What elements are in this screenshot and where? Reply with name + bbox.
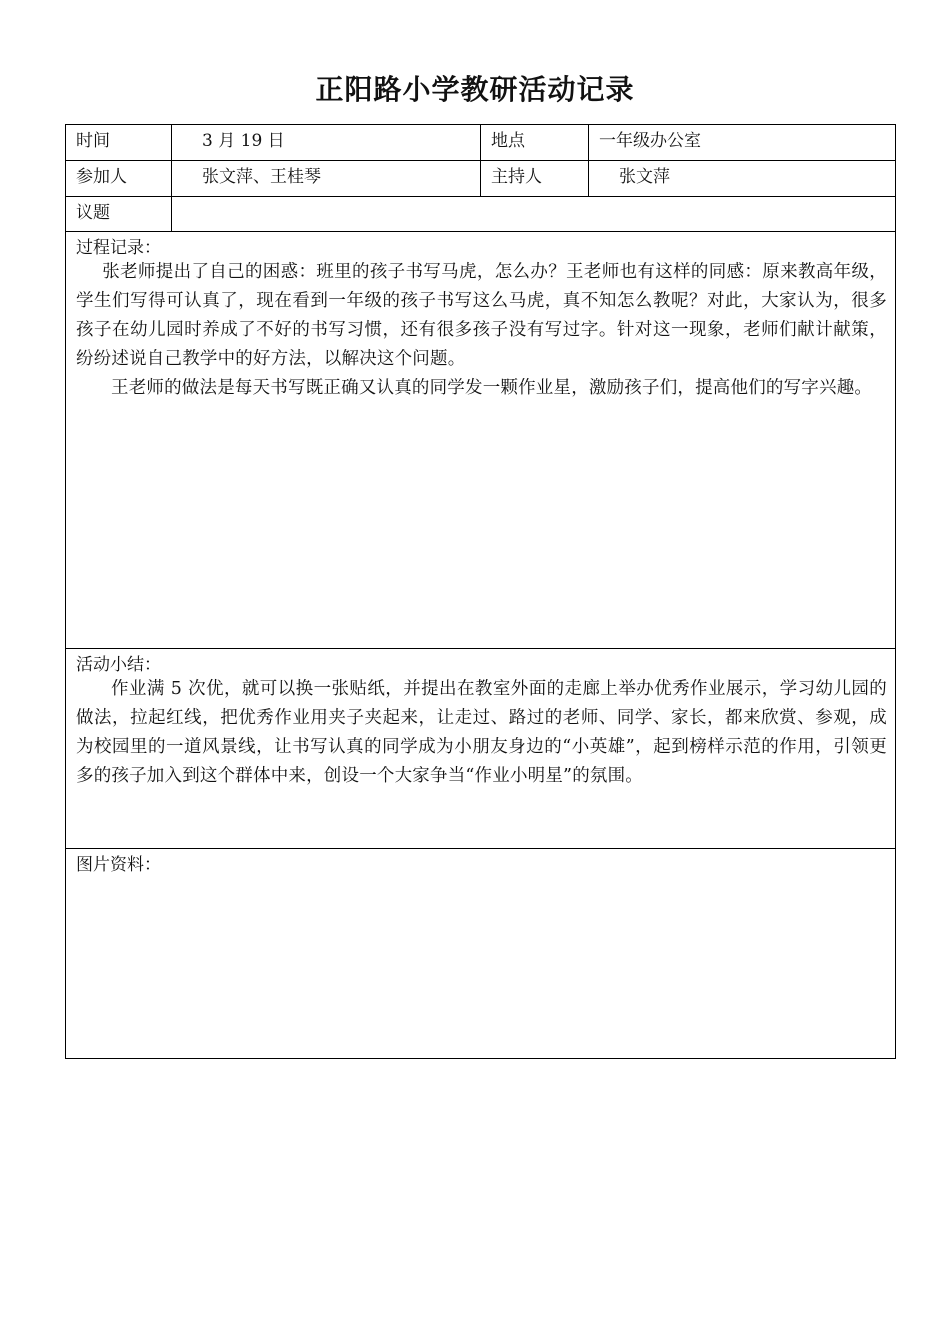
host-value: 张文萍 [589, 161, 896, 197]
row-process [66, 232, 896, 649]
place-label: 地点 [481, 125, 589, 161]
topic-label: 议题 [66, 197, 172, 232]
row-time-place [66, 125, 896, 161]
pictures-label: 图片资料： [76, 855, 161, 875]
time-label: 时间 [66, 125, 172, 161]
process-label: 过程记录： [76, 238, 161, 258]
document-title: 正阳路小学教研活动记录 [315, 73, 635, 106]
row-topic [66, 197, 896, 232]
host-label: 主持人 [481, 161, 589, 197]
row-summary [66, 649, 896, 849]
process-paragraph: 张老师提出了自己的困惑：班里的孩子书写马虎，怎么办？王老师也有这样的同感：原来教高年级，学生们写得可认真了，现在看到一年级的孩子书写这么马虎，真不知怎么教呢？对此，大家认为，很多孩子在幼儿园时养成了不好的书写习惯，还有很多孩子没有写过字。针对这一现象，老师们献计献策，纷纷述说自己教学中的好方法，以解决这个问题。 [76, 262, 887, 369]
process-section [66, 232, 896, 649]
summary-label: 活动小结： [76, 655, 161, 675]
topic-value [172, 197, 896, 232]
summary-section [66, 649, 896, 849]
record-form [65, 124, 896, 1059]
process-paragraph: 王老师的做法是每天书写既正确又认真的同学发一颗作业星，激励孩子们，提高他们的写字兴趣。 [111, 378, 873, 398]
row-participants-host [66, 161, 896, 197]
place-value: 一年级办公室 [589, 125, 896, 161]
participants-label: 参加人 [66, 161, 172, 197]
row-pictures [66, 849, 896, 1059]
participants-value: 张文萍、王桂琴 [172, 161, 481, 197]
pictures-section [66, 849, 896, 1059]
summary-paragraph: 作业满 5 次优，就可以换一张贴纸，并提出在教室外面的走廊上举办优秀作业展示，学习幼儿园的做法，拉起红线，把优秀作业用夹子夹起来，让走过、路过的老师、同学、家长，都来欣赏、参观，成为校园里的一道风景线，让书写认真的同学成为小朋友身边的“小英雄”，起到榜样示范的作用，引领更多的孩子加入到这个群体中来，创设一个大家争当“作业小明星”的氛围。 [76, 679, 887, 786]
time-value: 3 月 19 日 [172, 125, 481, 161]
